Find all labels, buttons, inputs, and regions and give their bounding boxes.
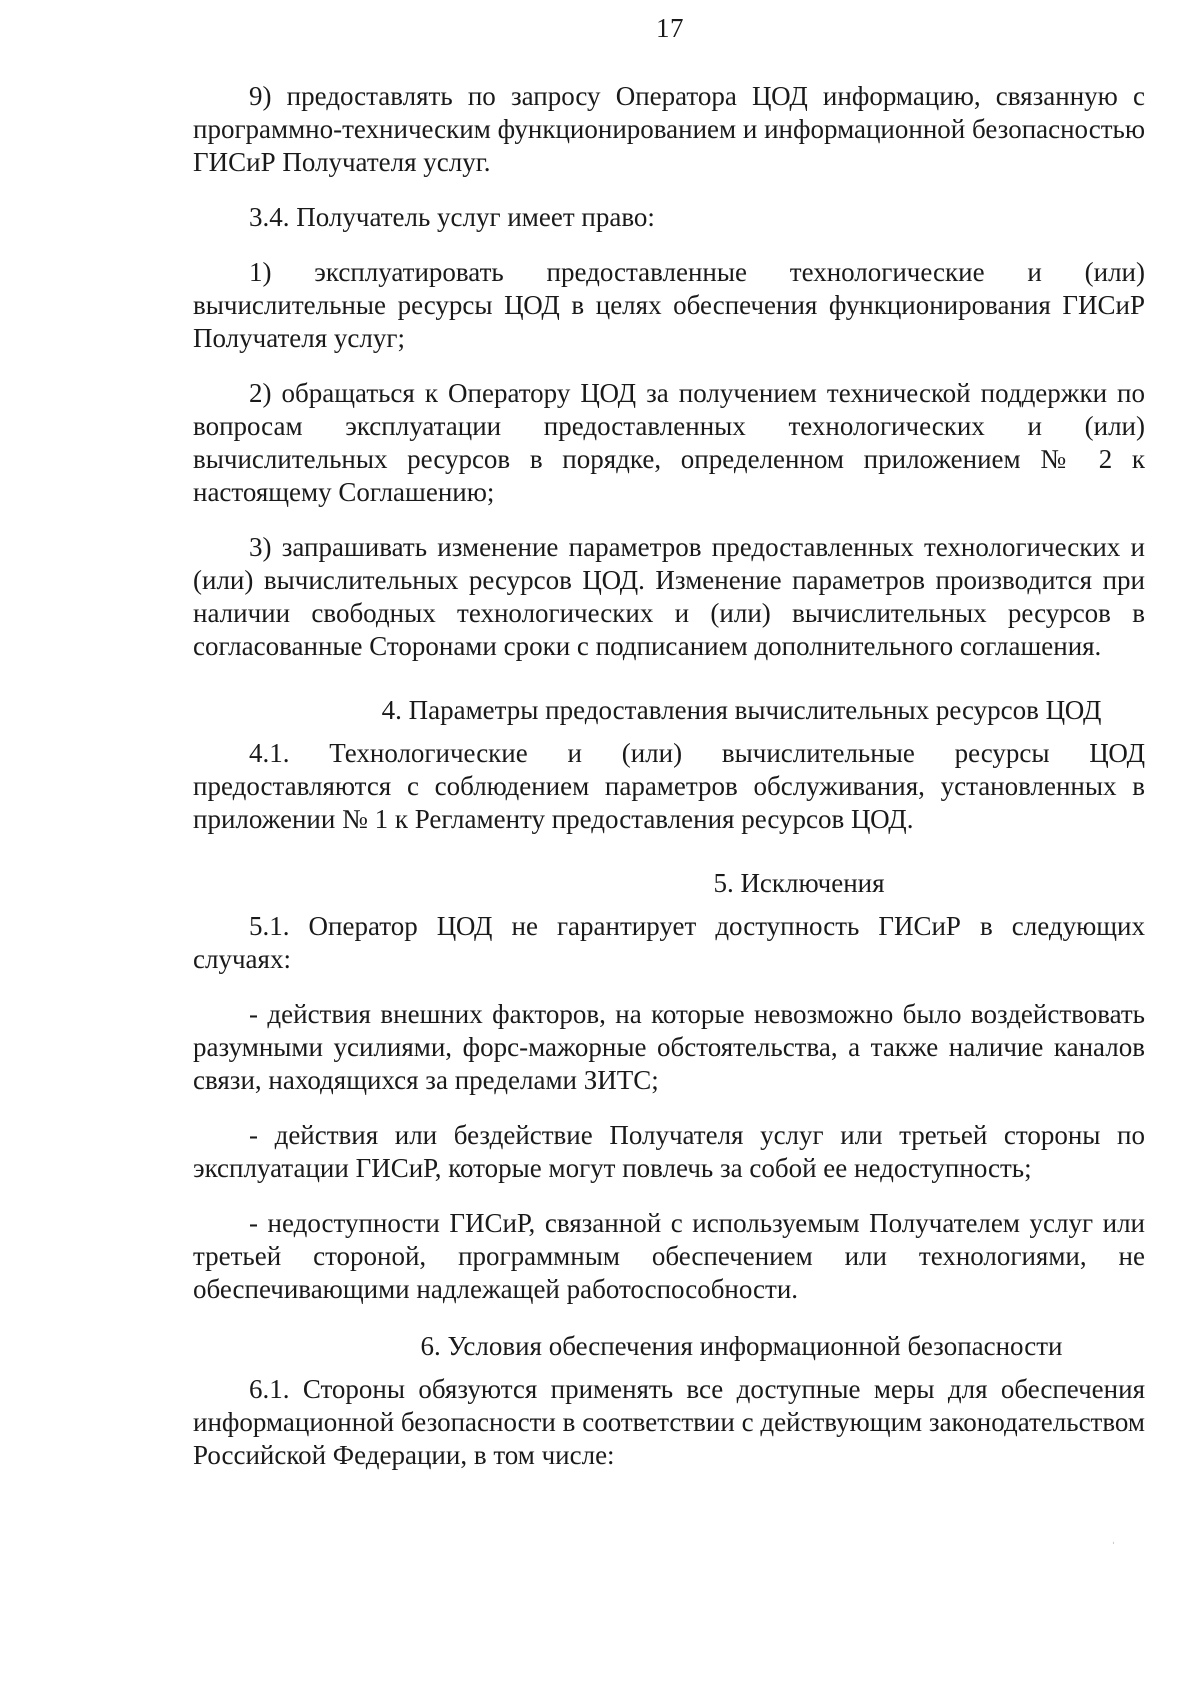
exception-item-1: - действия внешних факторов, на которые невозможно было воздействовать разумными усилиями, форс-мажорные обстоятельства, а также наличие каналов связи, находящихся за пределами ЗИТС;: [193, 999, 1145, 1095]
paragraph-right-1: 1) эксплуатировать предоставленные технологические и (или) вычислительные ресурсы ЦОД в целях обеспечения функционирования ГИСиР Получателя услуг;: [193, 257, 1145, 353]
exception-item-2: - действия или бездействие Получателя услуг или третьей стороны по эксплуатации ГИСиР, которые могут повлечь за собой ее недоступность;: [193, 1120, 1145, 1183]
scan-speck: ˌ: [1111, 1530, 1116, 1545]
paragraph-5-1: 5.1. Оператор ЦОД не гарантирует доступность ГИСиР в следующих случаях:: [193, 911, 1145, 974]
page-number: 17: [656, 13, 684, 43]
paragraph-6-1: 6.1. Стороны обязуются применять все доступные меры для обеспечения информационной безопасности в соответствии с действующим законодательством Российской Федерации, в том числе:: [193, 1374, 1145, 1470]
paragraph-3-4: 3.4. Получатель услуг имеет право:: [249, 202, 655, 232]
section-5-heading: 5. Исключения: [713, 868, 885, 898]
paragraph-right-3: 3) запрашивать изменение параметров предоставленных технологических и (или) вычислительных ресурсов ЦОД. Изменение параметров производится при наличии свободных технологических и (или) вычислительных ресурсов в согласованные Сторонами сроки с подписанием дополнительного соглашения.: [193, 532, 1145, 661]
section-6-heading: 6. Условия обеспечения информационной безопасности: [420, 1331, 1063, 1361]
exception-item-3: - недоступности ГИСиР, связанной с используемым Получателем услуг или третьей стороной, программным обеспечением или технологиями, не обеспечивающими надлежащей работоспособности.: [193, 1208, 1145, 1304]
paragraph-4-1: 4.1. Технологические и (или) вычислительные ресурсы ЦОД предоставляются с соблюдением параметров обслуживания, установленных в приложении № 1 к Регламенту предоставления ресурсов ЦОД.: [193, 738, 1145, 834]
paragraph-9: 9) предоставлять по запросу Оператора ЦОД информацию, связанную с программно-техническим функционированием и информационной безопасностью ГИСиР Получателя услуг.: [193, 81, 1145, 177]
document-body: [193, 80, 1145, 1472]
paragraph-right-2: 2) обращаться к Оператору ЦОД за получением технической поддержки по вопросам эксплуатации предоставленных технологических и (или) вычислительных ресурсов в порядке, определенном приложением № 2 к настоящему Соглашению;: [193, 378, 1145, 507]
section-4-heading: 4. Параметры предоставления вычислительных ресурсов ЦОД: [381, 695, 1102, 725]
